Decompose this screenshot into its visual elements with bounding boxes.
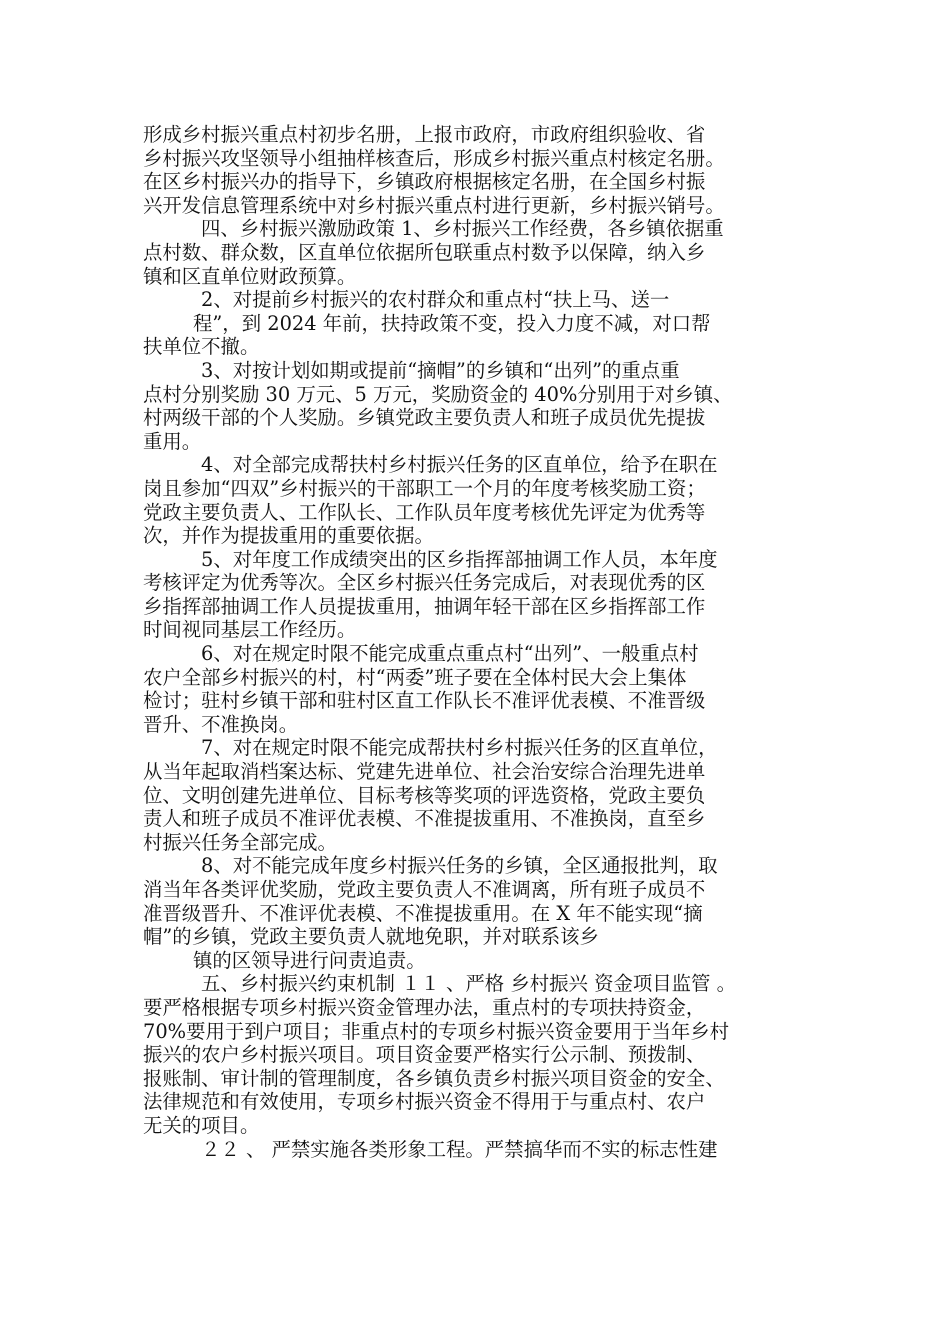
text-line: 要严格根据专项乡村振兴资金管理办法，重点村的专项扶持资金， <box>143 995 706 1019</box>
document-body <box>143 123 813 1161</box>
text-line: 次，并作为提拔重用的重要依据。 <box>143 524 434 548</box>
text-line: 2、对提前乡村振兴的农村群众和重点村“扶上马、送一 <box>201 288 670 312</box>
text-line: 无关的项目。 <box>143 1113 260 1137</box>
text-line: 7、对在规定时限不能完成帮扶村乡村振兴任务的区直单位， <box>201 736 718 760</box>
text-line: ２２ 、 严禁实施各类形象工程。严禁搞华而不实的标志性建 <box>201 1137 718 1161</box>
text-line: 重用。 <box>143 429 202 453</box>
text-line: 镇的区领导进行问责追责。 <box>193 948 426 972</box>
text-line: 点村数、群众数，区直单位依据所包联重点村数予以保障，纳入乡 <box>143 240 706 264</box>
text-line: 村两级干部的个人奖励。乡镇党政主要负责人和班子成员优先提拔 <box>143 406 706 430</box>
text-line: 8、对不能完成年度乡村振兴任务的乡镇，全区通报批判，取 <box>201 854 718 878</box>
text-line: 考核评定为优秀等次。全区乡村振兴任务完成后，对表现优秀的区 <box>143 571 706 595</box>
text-line: 农户全部乡村振兴的村，村“两委”班子要在全体村民大会上集体 <box>143 665 687 689</box>
text-line: 乡村振兴攻坚领导小组抽样核查后，形成乡村振兴重点村核定名册。 <box>143 146 725 170</box>
text-line: 4、对全部完成帮扶村乡村振兴任务的区直单位，给予在职在 <box>201 453 718 477</box>
text-line: 消当年各类评优奖励，党政主要负责人不准调离，所有班子成员不 <box>143 878 706 901</box>
text-line: 报账制、审计制的管理制度，各乡镇负责乡村振兴项目资金的安全、 <box>143 1066 725 1090</box>
text-line: 6、对在规定时限不能完成重点重点村“出列”、一般重点村 <box>201 642 699 666</box>
text-line: 检讨；驻村乡镇干部和驻村区直工作队长不准评优表模、不准晋级 <box>143 689 706 713</box>
text-line: 70%要用于到户项目；非重点村的专项乡村振兴资金要用于当年乡村 <box>143 1019 730 1043</box>
text-line: 3、对按计划如期或提前“摘帽”的乡镇和“出列”的重点重 <box>201 358 680 382</box>
text-line: 村振兴任务全部完成。 <box>143 830 337 854</box>
text-line: 党政主要负责人、工作队长、工作队员年度考核优先评定为优秀等 <box>143 500 706 524</box>
text-line: 五、乡村振兴约束机制 １１ 、严格 乡村振兴 资金项目监管 。 <box>201 972 736 996</box>
text-line: 法律规范和有效使用，专项乡村振兴资金不得用于与重点村、农户 <box>143 1090 706 1114</box>
text-line: 帽”的乡镇，党政主要负责人就地免职，并对联系该乡 <box>143 925 599 949</box>
text-line: 镇和区直单位财政预算。 <box>143 264 357 288</box>
text-line: 准晋级晋升、不准评优表模、不准提拔重用。在 X 年不能实现“摘 <box>143 901 703 925</box>
text-line: 四、乡村振兴激励政策 1、乡村振兴工作经费，各乡镇依据重 <box>201 217 724 241</box>
text-line: 晋升、不准换岗。 <box>143 712 299 736</box>
text-line: 5、对年度工作成绩突出的区乡指挥部抽调工作人员，本年度 <box>201 547 718 571</box>
text-line: 责人和班子成员不准评优表模、不准提拔重用、不准换岗，直至乡 <box>143 807 706 831</box>
text-line: 形成乡村振兴重点村初步名册，上报市政府，市政府组织验收、省 <box>143 123 706 146</box>
text-line: 从当年起取消档案达标、党建先进单位、社会治安综合治理先进单 <box>143 760 706 784</box>
text-line: 在区乡村振兴办的指导下，乡镇政府根据核定名册，在全国乡村振 <box>143 170 706 194</box>
text-line: 兴开发信息管理系统中对乡村振兴重点村进行更新，乡村振兴销号。 <box>143 193 725 217</box>
text-line: 位、文明创建先进单位、目标考核等奖项的评选资格，党政主要负 <box>143 783 706 807</box>
text-line: 扶单位不撤。 <box>143 335 260 359</box>
text-line: 岗且参加“四双”乡村振兴的干部职工一个月的年度考核奖励工资； <box>143 476 706 500</box>
text-line: 时间视同基层工作经历。 <box>143 618 357 642</box>
text-line: 点村分别奖励 30 万元、5 万元，奖励资金的 40%分别用于对乡镇、 <box>143 382 733 406</box>
text-line: 乡指挥部抽调工作人员提拔重用，抽调年轻干部在区乡指挥部工作 <box>143 594 706 618</box>
text-line: 振兴的农户乡村振兴项目。项目资金要严格实行公示制、预拨制、 <box>143 1043 706 1067</box>
text-line: 程”，到 2024 年前，扶持政策不变，投入力度不减，对口帮 <box>193 311 711 335</box>
